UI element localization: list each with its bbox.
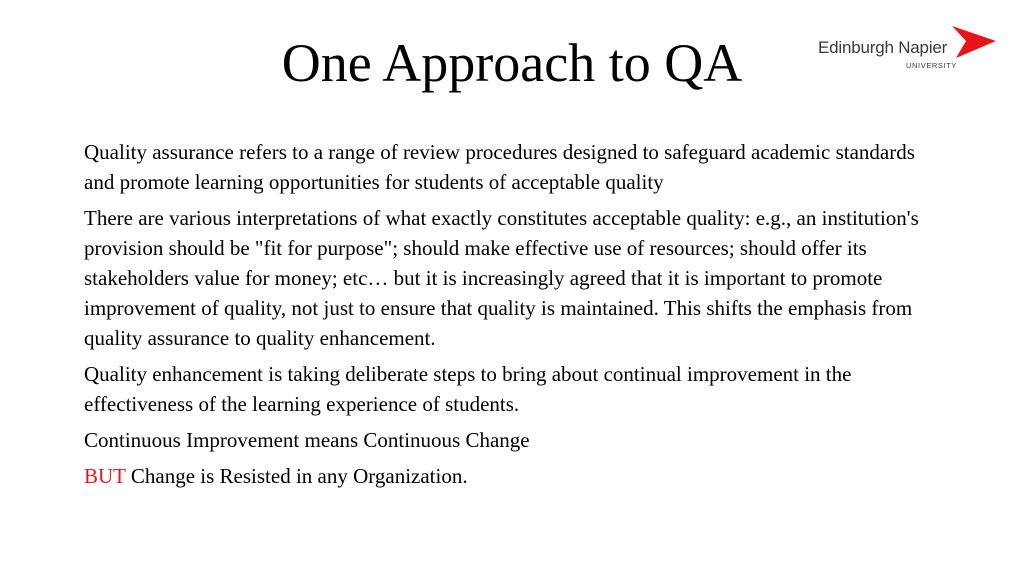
paragraph-quality-enhancement: Quality enhancement is taking deliberate steps to bring about continual improvement in the effectiveness of the learning experience of students.	[84, 362, 852, 416]
red-triangle-flag-icon	[946, 24, 998, 60]
paragraph-quality-assurance: Quality assurance refers to a range of review procedures designed to safeguard academic standards and promote learning opportunities for students of acceptable quality	[84, 140, 915, 194]
emphasis-but: BUT	[84, 464, 126, 488]
logo-subtitle: UNIVERSITY	[906, 61, 958, 70]
logo-name: Edinburgh Napier	[818, 38, 948, 57]
university-logo	[818, 24, 998, 78]
change-resisted-text: Change is Resisted in any Organization.	[125, 464, 468, 488]
paragraph-change-resisted	[84, 461, 944, 491]
slide-title: One Approach to QA	[281, 33, 743, 93]
slide-body	[84, 137, 944, 497]
paragraph-continuous-improvement: Continuous Improvement means Continuous Change	[84, 428, 530, 452]
paragraph-interpretations: There are various interpretations of what exactly constitutes acceptable quality: e.g., an institution's provision should be "fit for purpose"; should make effective use of resources; should offer its stakeholders value for money; etc… but it is increasingly agreed that it is important to promote improvement of quality, not just to ensure that quality is maintained. This shifts the emphasis from quality assurance to quality enhancement.	[84, 206, 919, 350]
